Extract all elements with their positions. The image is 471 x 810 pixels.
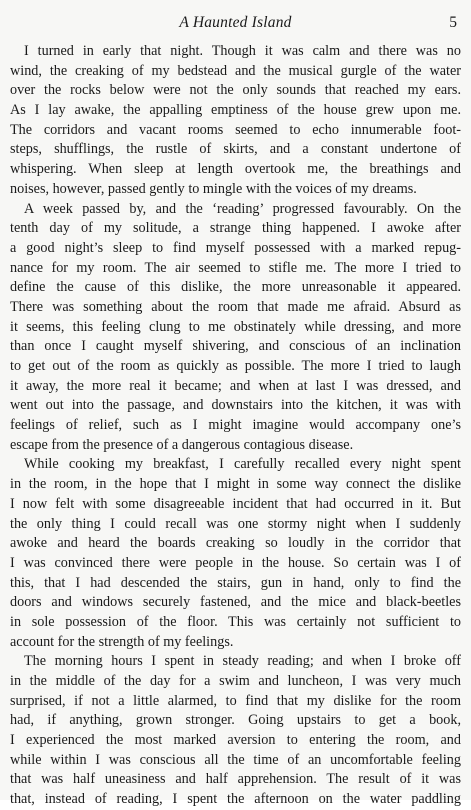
text-line: A week passed by, and the ‘reading’ progressed favourably. On the (24, 200, 461, 217)
text-line: to get out of the room as quickly as possible. The more I tried to laugh (10, 358, 461, 374)
text-line: in the middle of the day for a swim and luncheon, I was very much (10, 673, 461, 689)
text-line: I experienced the most marked aversion to entering the room, and (10, 732, 461, 749)
text-line: tenth day of my solitude, a strange thing happened. I awoke after (10, 220, 461, 237)
running-title: A Haunted Island (179, 14, 292, 31)
text-line: I now felt with some disagreeable incident that had occurred in it. But (10, 495, 461, 512)
text-line: define the cause of this dislike, the more unreasonable it appeared. (10, 279, 461, 296)
page-number: 5 (449, 14, 457, 31)
text-line: this, that I had descended the stairs, gun in hand, only to find the (10, 574, 461, 591)
text-line: in the room, in the hope that I might in some way connect the dislike (10, 476, 461, 493)
text-line: noises, however, passed gently to mingle with the voices of my dreams. (10, 180, 417, 197)
text-line: over the rocks below were not the only sounds that reached my ears. (10, 82, 461, 99)
text-line: that was half uneasiness and half apprehension. The result of it was (10, 771, 461, 788)
text-line: while within I was conscious all the time of an uncomfortable feeling (10, 751, 461, 768)
running-head (0, 12, 471, 34)
text-line: it seems, this feeling clung to me obstinately while dressing, and more (10, 318, 461, 335)
text-line: awoke and heard the boards creaking so loudly in the corridor that (10, 535, 461, 552)
text-line: a good night’s sleep to find myself possessed with a marked repug- (10, 239, 461, 256)
text-line: that, instead of reading, I spent the afternoon on the water paddling (10, 791, 461, 808)
text-line: the only thing I could recall was one stormy night when I suddenly (10, 515, 461, 532)
text-line: I turned in early that night. Though it was calm and there was no (24, 43, 461, 59)
text-line: account for the strength of my feelings. (10, 633, 234, 650)
text-line: The corridors and vacant rooms seemed to echo innumerable foot- (10, 121, 461, 138)
text-line: The morning hours I spent in steady reading; and when I broke off (24, 653, 461, 670)
text-line: in sole possession of the floor. This was certainly not sufficient to (10, 613, 461, 630)
text-line: wind, the creaking of my bedstead and the musical gurgle of the water (10, 62, 461, 79)
text-line: As I lay awake, the appalling emptiness of the house grew upon me. (10, 102, 461, 119)
text-line: had, if anything, grown stronger. Going upstairs to get a book, (10, 712, 461, 729)
text-line: it away, the more real it became; and when at last I was dressed, and (10, 377, 461, 394)
text-line: whispering. When sleep at length overtook me, the breathings and (10, 161, 461, 178)
text-line: escape from the presence of a dangerous contagious disease. (10, 436, 354, 453)
body-text (10, 42, 461, 810)
text-line: went out into the passage, and downstairs into the kitchen, it was with (10, 397, 461, 414)
text-line: I was convinced there were people in the house. So certain was I of (10, 554, 461, 571)
text-line: steps, shufflings, the rustle of skirts, and a constant undertone of (10, 141, 461, 158)
text-line: than once I caught myself shivering, and conscious of an inclination (10, 338, 461, 355)
text-line: nance for my room. The air seemed to stifle me. The more I tried to (10, 259, 461, 276)
text-line: doors and windows securely fastened, and the mice and black-beetles (10, 594, 461, 611)
text-line: surprised, if not a little alarmed, to find that my dislike for the room (10, 692, 461, 709)
text-line: While cooking my breakfast, I carefully recalled every night spent (24, 456, 461, 473)
text-line: There was something about the room that made me afraid. Absurd as (10, 298, 461, 315)
text-line: feelings of relief, such as I might imagine would accompany one’s (10, 417, 461, 434)
